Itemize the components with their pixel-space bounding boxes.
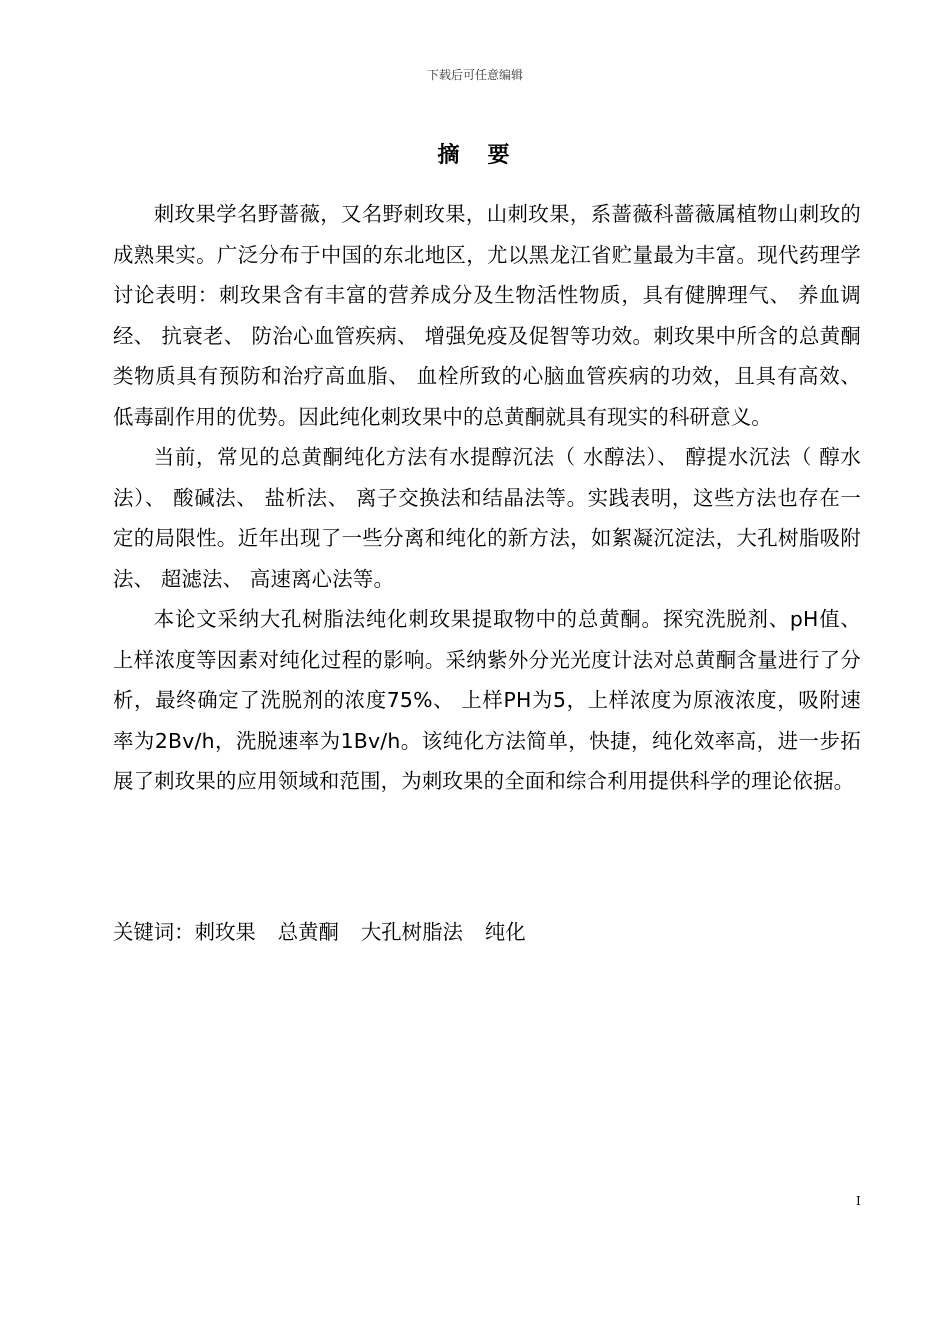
abstract-paragraph-3: 本论文采纳大孔树脂法纯化刺玫果提取物中的总黄酮。探究洗脱剂、pH值、 上样浓度等因素对纯化过程的影响。采纳紫外分光光度计法对总黄酮含量进行了分析，最终确定了洗脱剂的浓度75%、 上样PH为5，上样浓度为原液浓度，吸附速率为2Bv/h，洗脱速率为1Bv/h。该纯化方法简单，快捷，纯化效率高，进一步拓展了刺玫果的应用领域和范围，为刺玫果的全面和综合利用提供科学的理论依据。 <box>113 607 861 793</box>
keyword-item: 大孔树脂法 <box>360 920 463 944</box>
header-note: 下载后可任意编辑 <box>426 68 523 82</box>
keyword-item: 刺玫果 <box>194 920 256 944</box>
keywords-label: 关键词： <box>113 920 195 944</box>
abstract-paragraph-2: 当前，常见的总黄酮纯化方法有水提醇沉法（ 水醇法）、 醇提水沉法（ 醇水法）、 酸碱法、 盐析法、 离子交换法和结晶法等。实践表明，这些方法也存在一定的局限性。近年出现了一些分离和纯化的新方法，如絮凝沉淀法，大孔树脂吸附法、 超滤法、 高速离心法等。 <box>113 445 861 591</box>
keywords-line <box>113 912 548 952</box>
keyword-item: 纯化 <box>484 920 526 944</box>
abstract-body <box>113 194 861 802</box>
keyword-item: 总黄酮 <box>277 920 339 944</box>
page-number: I <box>856 1194 861 1208</box>
page-title: 摘要 <box>437 143 538 168</box>
abstract-paragraph-1: 刺玫果学名野蔷薇，又名野刺玫果，山刺玫果，系蔷薇科蔷薇属植物山刺玫的成熟果实。广泛分布于中国的东北地区，尤以黑龙江省贮量最为丰富。现代药理学讨论表明：刺玫果含有丰富的营养成分及生物活性物质，具有健脾理气、 养血调经、 抗衰老、 防治心血管疾病、 增强免疫及促智等功效。刺玫果中所含的总黄酮类物质具有预防和治疗高血脂、 血栓所致的心脑血管疾病的功效，且具有高效、 低毒副作用的优势。因此纯化刺玫果中的总黄酮就具有现实的科研意义。 <box>113 202 861 429</box>
